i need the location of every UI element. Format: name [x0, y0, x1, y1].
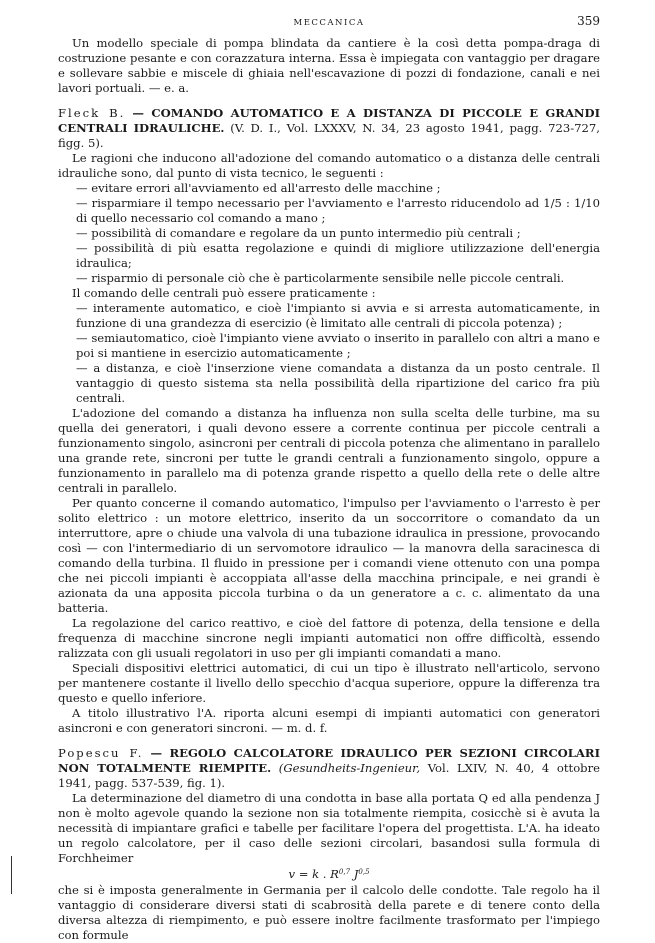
list-item: — risparmiare il tempo necessario per l'avviamento e l'arresto riducendolo ad 1/5 : 1/10 di quello necessario col comando a mano ; — [76, 196, 600, 225]
journal-page — [58, 14, 600, 943]
formula-exponent: 0,5 — [358, 868, 370, 876]
margin-rule — [11, 856, 12, 894]
entry-author: Fleck B. — [58, 106, 126, 120]
list-item: — possibilità di più esatta regolazione e quindi di migliore utilizzazione dell'energia idraulica; — [76, 241, 600, 270]
paragraph: Le ragioni che inducono all'adozione del comando automatico o a distanza delle centrali idrauliche sono, dal punto di vista tecnico, le seguenti : — [58, 151, 600, 180]
list-item: — possibilità di comandare e regolare da un punto intermedio più centrali ; — [76, 226, 521, 240]
entry-author: Popescu F. — [58, 746, 144, 760]
formula-exponent: 0,7 — [338, 868, 351, 876]
formula-lhs: v = k . R — [288, 867, 339, 881]
list-item: — interamente automatico, e cioè l'impianto si avvia e si arresta automaticamente, in funzione di una grandezza di esercizio (è limitato alle centrali di piccola potenza) ; — [76, 301, 600, 330]
paragraph: L'adozione del comando a distanza ha influenza non sulla scelta delle turbine, ma su quella dei generatori, i quali devono essere a corrente continua per piccole centrali a funzionamento singolo, asincroni per centrali di piccola potenza che alimentano in parallelo una grande rete, sincroni per tutte le grandi centrali a funzionamento singolo, oppure a funzionamento in parallelo ma di potenza grande rispetto a quello della rete o delle altre centrali in parallelo. — [58, 406, 600, 495]
paragraph: La regolazione del carico reattivo, e cioè del fattore di potenza, della tensione e della frequenza di macchine sincrone negli impianti automatici non offre difficoltà, essendo ralizzata con gli usuali regolatori in uso per gli impianti comandati a mano. — [58, 616, 600, 660]
entry-popescu-heading — [58, 746, 600, 791]
entry-title: — COMANDO AUTOMATICO E A DISTANZA DI PICCOLE E GRANDI CENTRALI IDRAULICHE. — [58, 106, 601, 135]
paragraph: A titolo illustrativo l'A. riporta alcuni esempi di impianti automatici con generatori asincroni e con generatori sincroni. — m. d. f. — [58, 706, 600, 735]
entry-citation: (V. D. I., Vol. LXXXV, N. 34, 23 agosto 1941, pagg. 723-727, figg. 5). — [58, 121, 600, 150]
paragraph: La determinazione del diametro di una condotta in base alla portata Q ed alla pendenza J non è molto agevole quando la sezione non sia totalmente riempita, cosicchè si è avuta la necessità di impiantare grafici e tabelle per facilitare l'opera del progettista. L'A. ha ideato un regolo calcolatore, per il caso delle sezioni circolari, basandosi sulla formula di Forchheimer — [58, 791, 600, 865]
article-body — [58, 36, 600, 943]
entry-citation: Vol. LXIV, N. 40, 4 ottobre 1941, pagg. 537-539, fig. 1). — [58, 761, 600, 790]
list-item: — risparmio di personale ciò che è particolarmente sensibile nelle piccole centrali. — [76, 271, 565, 285]
paragraph: che si è imposta generalmente in Germania per il calcolo delle condotte. Tale regolo ha il vantaggio di considerare diversi stati di scabrosità della parete e di tenere conto della diversa altezza di riempimento, e può essere inoltre facilmente trasformato per l'impiego con formule — [58, 883, 600, 942]
entry-title: — REGOLO CALCOLATORE IDRAULICO PER SEZIONI CIRCOLARI NON TOTALMENTE RIEMPITE. — [58, 746, 600, 775]
forchheimer-formula — [58, 867, 600, 882]
page-header — [58, 14, 600, 36]
entry-citation-journal: (Gesundheits-Ingenieur, — [278, 761, 421, 775]
formula-mid: J — [350, 867, 359, 881]
page-number: 359 — [577, 14, 600, 28]
list-item: — evitare errori all'avviamento ed all'arresto delle macchine ; — [76, 181, 441, 195]
paragraph: Il comando delle centrali può essere praticamente : — [72, 286, 376, 300]
list-item: — semiautomatico, cioè l'impianto viene avviato o inserito in parallelo con altri a mano e poi si mantiene in esercizio automaticamente ; — [76, 331, 600, 360]
paragraph: Per quanto concerne il comando automatico, l'impulso per l'avviamento o l'arresto è per solito elettrico : un motore elettrico, inserito da un soccorritore o comandato da un interruttore, apre o chiude una valvola di una tubazione idraulica in pressione, provocando così — con l'intermediario di un servomotore idraulico — la manovra della saracinesca di comando della turbina. Il fluido in pressione per i comandi viene ottenuto con una pompa che nei piccoli impianti è accoppiata all'asse della macchina principale, e nei grandi è azionata da una apposita piccola turbina o da un generatore a c. c. alimentato da una batteria. — [58, 496, 600, 615]
intro-paragraph: Un modello speciale di pompa blindata da cantiere è la così detta pompa-draga di costruzione pesante e con corazzatura interna. Essa è impiegata con vantaggio per dragare e sollevare sabbie e miscele di ghiaia nell'escavazione di pozzi di fondazione, canali e nei lavori portuali. — e. a. — [58, 36, 600, 95]
running-title: MECCANICA — [293, 18, 365, 28]
entry-fleck-heading — [58, 106, 600, 151]
list-item: — a distanza, e cioè l'inserzione viene comandata a distanza da un posto centrale. Il vantaggio di questo sistema sta nella possibilità della ripartizione del carico fra più centrali. — [76, 361, 600, 405]
paragraph: Speciali dispositivi elettrici automatici, di cui un tipo è illustrato nell'articolo, servono per mantenere costante il livello dello specchio d'acqua superiore, oppure la differenza tra questo e quello inferiore. — [58, 661, 600, 705]
